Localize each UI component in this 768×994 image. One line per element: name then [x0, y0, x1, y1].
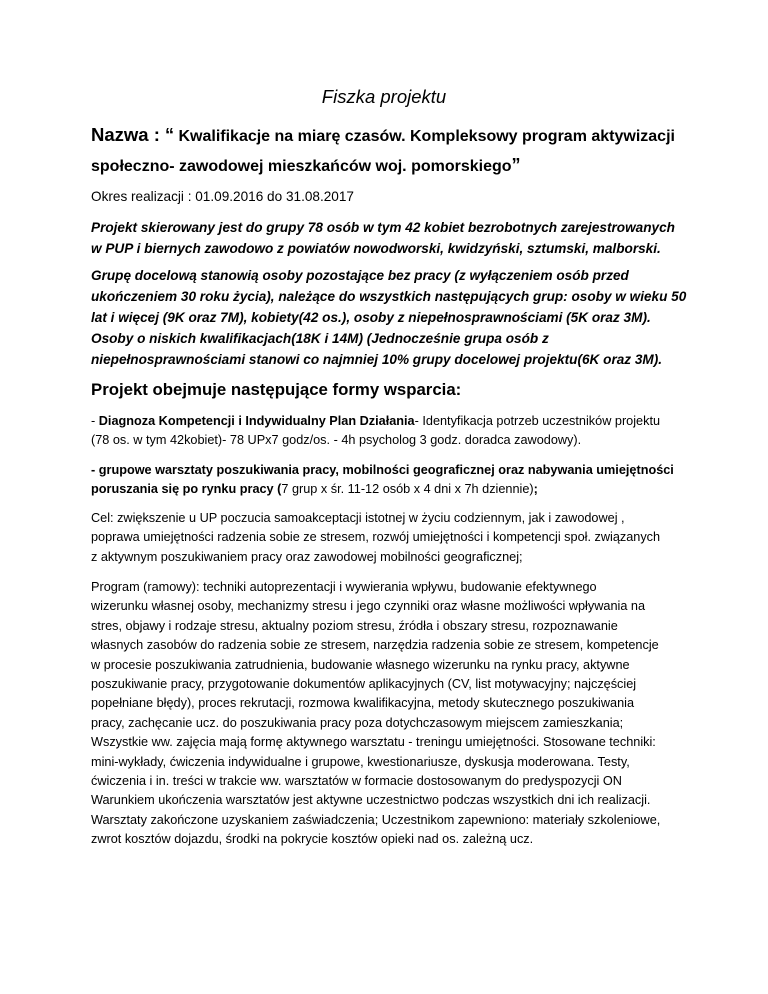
open-quote: “: [165, 125, 175, 145]
project-name-line-2: [91, 151, 691, 181]
target-group-intro: [91, 217, 691, 259]
text-line: Warunkiem ukończenia warsztatów jest aktywne uczestnictwo podczas wszystkich dni ich realizacji.: [91, 793, 651, 808]
text-line: popełniane błędy), proces rekrutacji, rozmowa kwalifikacyjna, metody skutecznego poszukiwania: [91, 696, 635, 711]
item-title: - grupowe warsztaty poszukiwania pracy, mobilności geograficznej oraz nabywania umiejętności: [91, 463, 674, 477]
close-quote: ”: [511, 155, 521, 175]
item-text: 7 grup x śr. 11-12 osób x 4 dni x 7h dziennie): [281, 482, 534, 497]
text-line: [91, 461, 691, 480]
project-name: [91, 120, 691, 181]
text-line: z aktywnym poszukiwaniem pracy oraz zawodowej mobilności geograficznej;: [91, 549, 523, 564]
item-title-end: poruszania się po rynku pracy (: [91, 482, 282, 497]
realization-period: Okres realizacji : 01.09.2016 do 31.08.2017: [91, 189, 354, 204]
text-line: Cel: zwiększenie u UP poczucia samoakceptacji istotnej w życiu codziennym, jak i zawodowej ,: [91, 511, 625, 525]
text-line: Warsztaty zakończone uzyskaniem zaświadczenia; Uczestnikom zapewniono: materiały szkoleniowe,: [91, 812, 661, 827]
item-dash: -: [91, 414, 99, 428]
project-name-line-1: [91, 120, 691, 151]
text-line: stres, objawy i rodzaje stresu, aktualny poziom stresu, źródła i obszary stresu, rozpoznawanie: [91, 618, 618, 633]
text-line: (78 os. w tym 42kobiet)- 78 UPx7 godz/os. - 4h psycholog 3 godz. doradca zawodowy).: [91, 433, 582, 448]
text-line: lat i więcej (9K oraz 7M), kobiety(42 os.), osoby z niepełnosprawnościami (5K oraz 3M).: [91, 310, 651, 325]
item-text: - Identyfikacja potrzeb uczestników projektu: [414, 414, 661, 428]
text-line: w procesie poszukiwania zatrudnienia, budowanie własnego wizerunku na rynku pracy, aktywne: [91, 657, 630, 672]
item-title: Diagnoza Kompetencji i Indywidualny Plan Działania: [98, 414, 415, 428]
support-item-diagnosis: [91, 412, 691, 451]
text-line: własnych zasobów do radzenia sobie ze stresem, narzędzia radzenia sobie ze stresem, kompetencje: [91, 638, 659, 653]
text-line: Osoby o niskich kwalifikacjach(18K i 14M) (Jednocześnie grupa osób z: [91, 331, 549, 346]
project-name-text-2: społeczno- zawodowej mieszkańców woj. pomorskiego: [91, 158, 512, 175]
text-line: Grupę docelową stanowią osoby pozostające bez pracy (z wyłączeniem osób przed: [91, 268, 629, 283]
support-item-workshops: [91, 461, 691, 500]
text-line: w PUP i biernych zawodowo z powiatów nowodworski, kwidzyński, sztumski, malborski.: [91, 241, 661, 256]
text-line: wizerunku własnej osoby, mechanizmy stresu i jego czynniki oraz własne możliwości wpływania na: [91, 599, 646, 614]
text-line: [91, 412, 691, 431]
text-line: Wszystkie ww. zajęcia mają formę aktywnego warsztatu - treningu umiejętności. Stosowane techniki:: [91, 735, 656, 750]
text-line: [91, 480, 691, 499]
support-forms-heading: Projekt obejmuje następujące formy wsparcia:: [91, 380, 462, 399]
text-line: ukończeniem 30 roku życia), należące do wszystkich następujących grup: osoby w wieku 50: [91, 289, 687, 304]
project-name-lead: Nazwa :: [91, 124, 166, 145]
workshop-program: [91, 578, 691, 850]
project-name-text-1: Kwalifikacje na miarę czasów. Kompleksowy program aktywizacji: [174, 128, 675, 145]
text-line: ćwiczenia i in. treści w trakcie ww. warsztatów w formacie dostosowanym do predyspozycji ON: [91, 774, 622, 789]
text-line: mini-wykłady, ćwiczenia indywidualne i grupowe, kwestionariusze, dyskusja moderowana. Testy,: [91, 754, 630, 769]
text-line: Program (ramowy): techniki autoprezentacji i wywierania wpływu, budowanie efektywnego: [91, 580, 597, 594]
item-semicolon: ;: [533, 482, 538, 497]
text-line: niepełnosprawnościami stanowi co najmniej 10% grupy docelowej projektu(6K oraz 3M).: [91, 352, 663, 367]
text-line: pracy, zachęcanie ucz. do poszukiwania pracy poza dotychczasowym miejscem zamieszkania;: [91, 715, 624, 730]
workshop-goal: [91, 509, 691, 567]
text-line: zwrot kosztów dojazdu, środki na pokrycie kosztów opieki nad os. zależną ucz.: [91, 832, 534, 847]
text-line: poszukiwanie pracy, przygotowanie dokumentów aplikacyjnych (CV, list motywacyjny; najczęściej: [91, 677, 637, 692]
text-line: Projekt skierowany jest do grupy 78 osób w tym 42 kobiet bezrobotnych zarejestrowanych: [91, 220, 675, 235]
target-group-details: [91, 265, 691, 370]
text-line: poprawa umiejętności radzenia sobie ze stresem, rozwój umiejętności i kompetencji społ. związanych: [91, 530, 661, 545]
document-title: Fiszka projektu: [321, 86, 447, 107]
